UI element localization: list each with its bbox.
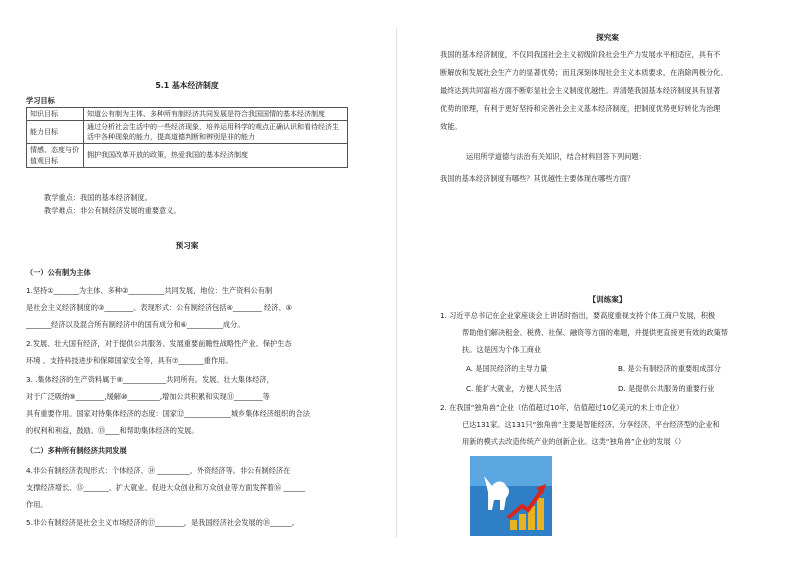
question-line: 帮助他们解决租金、税费、社保、融资等方面的难题，并提供更直接更有效的政策帮: [462, 328, 728, 337]
preview-line: 5.非公有制经济是社会主义市场经济的⑰________，是我国经济社会发展的⑱______。: [26, 518, 299, 527]
explore-title: 探究案: [596, 33, 619, 42]
preview-line: 4.非公有制经济表现形式：个体经济、⑭ _________、外资经济等。非公有制经济在: [26, 466, 291, 475]
table-row: [27, 121, 348, 144]
option-a: A. 是国民经济的主导力量: [466, 364, 548, 373]
goal-text-values: 拥护我国改革开放的政策，热爱我国的基本经济制度: [84, 144, 348, 167]
preview-line: 具有重要作用。国家对待集体经济的态度：国家⑫_____________城乡集体经济组织的合法: [26, 409, 310, 418]
explore-line: 效能。: [440, 122, 462, 131]
preview-line: 的权利和利益，鼓励、⑬____和帮助集体经济的发展。: [26, 426, 199, 435]
section1-title: （一）公有制为主体: [26, 268, 91, 277]
preview-line: _______经济以及混合所有制经济中的国有成分和⑥__________成分。: [26, 320, 245, 329]
preview-line: 环境 、支持科技进步和保障国家安全等，具有⑦_______重作用。: [26, 356, 233, 365]
explore-line: 最终达到共同富裕方面不断彰显社会主义制度优越性。弄清楚我国基本经济制度具有显著: [440, 86, 721, 95]
question-line: 扶。这是因为个体工商业: [462, 345, 542, 354]
goal-label-ability: 能力目标: [27, 121, 84, 144]
table-row: [27, 144, 348, 167]
preview-title: 预习案: [175, 241, 199, 250]
page-divider: [396, 28, 397, 538]
key-point: 教学重点：我国的基本经济制度。: [44, 193, 152, 202]
goal-label-knowledge: 知识目标: [27, 108, 84, 121]
preview-line: 2.发展、壮大国有经济，对于提供公共服务、发展重要前瞻性战略性产业、保护生态: [26, 339, 292, 348]
explore-prompt: 运用所学道德与法治有关知识，结合材料回答下列问题：: [466, 152, 646, 161]
question-line: 2. 在我国“独角兽”企业（估值超过10年，估值超过10亿美元的未上市企业）: [440, 403, 684, 412]
explore-line: 我国的基本经济制度，不仅同我国社会主义初级阶段社会生产力发展水平相适应，具有不: [440, 50, 721, 59]
unicorn-growth-illustration: [470, 456, 552, 536]
goal-text-knowledge: 知道公有制为主体、多种所有制经济共同发展是符合我国国情的基本经济制度: [84, 108, 348, 121]
question-line: 已达131家。这131只“独角兽”主要是智能经济、分享经济、平台经济型的企业和: [462, 420, 720, 429]
question-line: 1. 习近平总书记在企业家座谈会上讲话时指出，要高度重视支持个体工商户发展，积极: [440, 311, 716, 320]
question-line: 用新的模式去改造传统产业的创新企业。这类“独角兽”企业的发展（）: [462, 437, 686, 446]
option-c: C. 能扩大就业，方便人民生活: [466, 384, 562, 393]
explore-line: 断解放和发展社会生产力的显著优势；而且深刻体现社会主义本质要求，在消除两极分化、: [440, 68, 728, 77]
table-row: [27, 108, 348, 121]
preview-line: 作用。: [26, 500, 48, 509]
preview-line: 1.坚持①_______为主体、多种②__________共同发展，地位：生产资料公有制: [26, 286, 273, 295]
option-b: B. 是公有制经济的重要组成部分: [618, 364, 721, 373]
goals-header: 学习目标: [26, 96, 55, 105]
learning-goals-table: [26, 107, 348, 168]
explore-question: 我国的基本经济制度有哪些？其优越性主要体现在哪些方面？: [440, 174, 635, 183]
preview-line: 3. .集体经济的生产资料属于⑧____________共同所有。发展、壮大集体经济，: [26, 375, 274, 384]
goal-text-ability: 通过分析社会生活中的一些经济现象，培养运用科学的观点正确认识和看待经济生活中各种现象的能力，提高道德判断和辨别是非的能力: [84, 121, 348, 144]
option-d: D. 是提供公共服务的重要行业: [618, 384, 715, 393]
goal-label-values: 情感、态度与价值观目标: [27, 144, 84, 167]
explore-line: 优势的原理，有利于更好坚持和完善社会主义基本经济制度，把制度优势更好转化为治理: [440, 104, 721, 113]
preview-line: 是社会主义经济制度的③________。表现形式：公有制经济包括④________ 经济、⑤: [26, 303, 292, 312]
training-title: 【训练案】: [588, 295, 627, 304]
preview-line: 支撑经济增长、⑮_______、扩大就业、促进大众创业和万众创业等方面发挥着⑯ ______: [26, 483, 306, 492]
lesson-title: 5.1 基本经济制度: [155, 81, 219, 90]
difficult-point: 教学难点：非公有制经济发展的重要意义。: [44, 206, 181, 215]
section2-title: （二）多种所有制经济共同发展: [26, 446, 127, 455]
preview-line: 对于广泛吸纳⑨________,缓解⑩_________,增加公共积累和实现⑪________等: [26, 392, 270, 401]
